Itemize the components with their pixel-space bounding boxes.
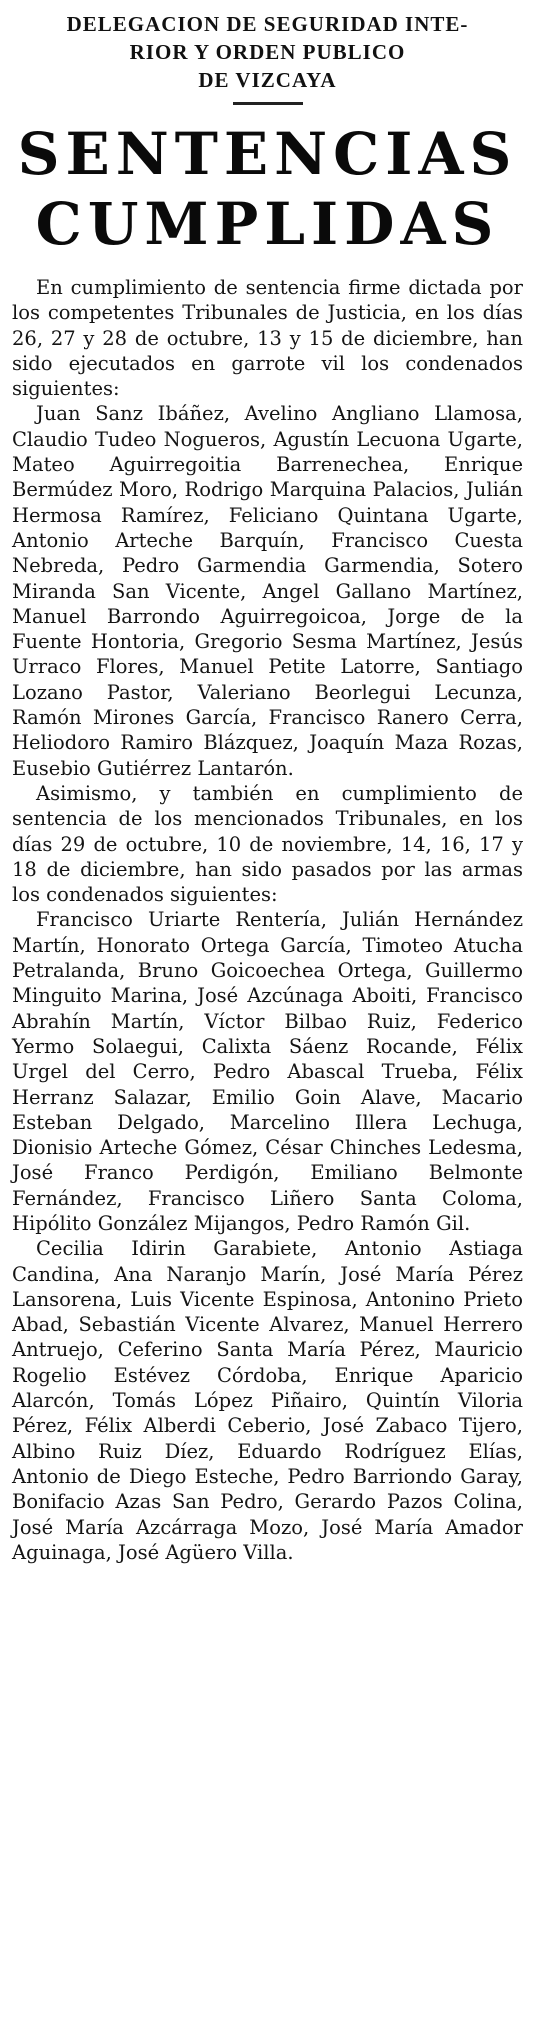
paragraph-shot-names-1: Francisco Uriarte Rentería, Julián Hernández Martín, Honorato Ortega García, Timoteo Atucha Petralanda, Bruno Goicoechea Ortega, Guillermo Minguito Marina, José Azcúnaga Aboiti, Francisco Abrahín Martín, Víctor Bilbao Ruiz, Federico Yermo Solaegui, Calixta Sáenz Rocande, Félix Urgel del Cerro, Pedro Abascal Trueba, Félix Herranz Salazar, Emilio Goin Alave, Macario Esteban Delgado, Marcelino Illera Lechuga, Dionisio Arteche Gómez, César Chinches Ledesma, José Franco Perdigón, Emiliano Belmonte Fernández, Francisco Liñero Santa Coloma, Hipólito González Mijangos, Pedro Ramón Gil.: [12, 908, 523, 1235]
article-body: [12, 275, 523, 1565]
paragraph-executed-names: Juan Sanz Ibáñez, Avelino Angliano Llamosa, Claudio Tudeo Nogueros, Agustín Lecuona Ugarte, Mateo Aguirregoitia Barrenechea, Enrique Bermúdez Moro, Rodrigo Marquina Palacios, Julián Hermosa Ramírez, Feliciano Quintana Ugarte, Antonio Arteche Barquín, Francisco Cuesta Nebreda, Pedro Garmendia Garmendia, Sotero Miranda San Vicente, Angel Gallano Martínez, Manuel Barrondo Aguirregoicoa, Jorge de la Fuente Hontoria, Gregorio Sesma Martínez, Jesús Urraco Flores, Manuel Petite Latorre, Santiago Lozano Pastor, Valeriano Beorlegui Lecunza, Ramón Mirones García, Francisco Ranero Cerra, Heliodoro Ramiro Blázquez, Joaquín Maza Rozas, Eusebio Gutiérrez Lantarón.: [12, 402, 523, 780]
headline-line-1: SENTENCIAS: [17, 120, 518, 188]
paragraph-intro-executions: En cumplimiento de sentencia firme dictada por los competentes Tribunales de Justicia, en los días 26, 27 y 28 de octubre, 13 y 15 de diciembre, han sido ejecutados en garrote vil los condenados siguientes:: [12, 276, 523, 401]
header-line-3: DE VIZCAYA: [198, 68, 337, 92]
header-divider: [233, 102, 303, 105]
headline-line-2: CUMPLIDAS: [35, 190, 500, 258]
paragraph-shot-names-2: Cecilia Idirin Garabiete, Antonio Astiaga Candina, Ana Naranjo Marín, José María Pérez Lansorena, Luis Vicente Espinosa, Antonino Prieto Abad, Sebastián Vicente Alvarez, Manuel Herrero Antruejo, Ceferino Santa María Pérez, Mauricio Rogelio Estévez Córdoba, Enrique Aparicio Alarcón, Tomás López Piñairo, Quintín Viloria Pérez, Félix Alberdi Ceberio, José Zabaco Tijero, Albino Ruiz Díez, Eduardo Rodríguez Elías, Antonio de Diego Esteche, Pedro Barriondo Garay, Bonifacio Azas San Pedro, Gerardo Pazos Colina, José María Azcárraga Mozo, José María Amador Aguinaga, José Agüero Villa.: [12, 1237, 523, 1564]
header-line-1: DELEGACION DE SEGURIDAD INTE-: [66, 12, 469, 36]
header-line-2: RIOR Y ORDEN PUBLICO: [129, 40, 406, 64]
paragraph-intro-shootings: Asimismo, y también en cumplimiento de sentencia de los mencionados Tribunales, en los días 29 de octubre, 10 de noviembre, 14, 16, 17 y 18 de diciembre, han sido pasados por las armas los condenados siguientes:: [12, 781, 523, 907]
